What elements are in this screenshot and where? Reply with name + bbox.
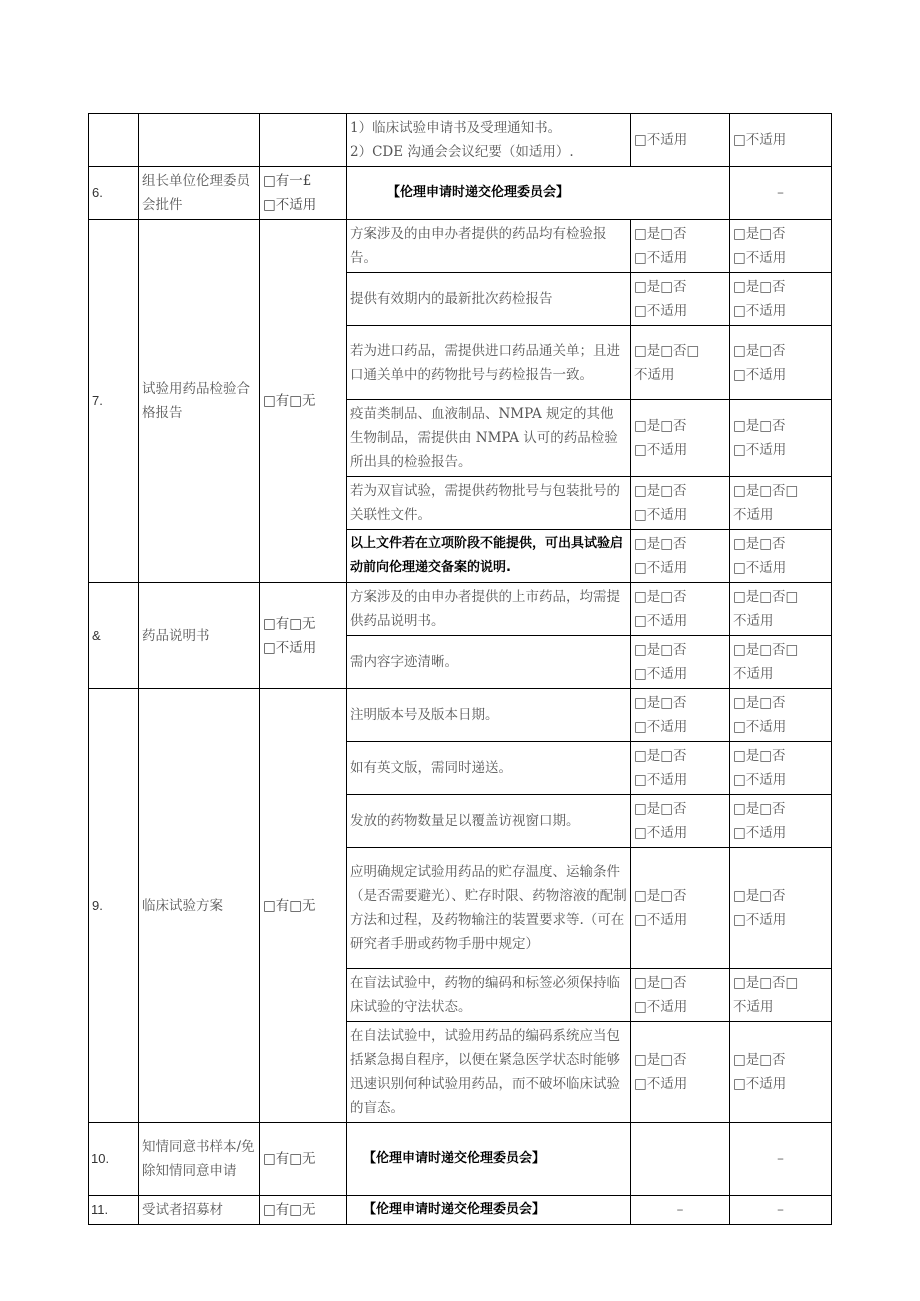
- table-row: [89, 114, 832, 167]
- check-cell[interactable]: □是□否 □不适用: [730, 400, 832, 477]
- requirement-text: 应明确规定试验用药品的贮存温度、运输条件（是否需要避光）、贮存时限、药物溶液的配制方法和过程，及药物输注的装置要求等.（可在研究者手册或药物手册中规定）: [347, 848, 631, 969]
- check-cell[interactable]: □是□否 □不适用: [730, 273, 832, 326]
- check-cell[interactable]: □是□否 □不适用: [730, 795, 832, 848]
- check-cell[interactable]: □是□否 □不适用: [631, 969, 730, 1022]
- not-applicable-dash: –: [730, 1196, 832, 1225]
- item-name: 临床试验方案: [139, 689, 260, 1123]
- check-cell[interactable]: □是□否 □不适用: [631, 636, 730, 689]
- not-applicable-dash: –: [631, 1196, 730, 1225]
- item-number: 9.: [89, 689, 139, 1123]
- submission-notice: 【伦理申请时递交伦理委员会】: [347, 1196, 631, 1225]
- item-name: 受试者招募材: [139, 1196, 260, 1225]
- not-applicable-dash: –: [730, 167, 832, 220]
- table-row: [89, 1123, 832, 1196]
- requirement-text: 若为双盲试验，需提供药物批号与包装批号的关联性文件。: [347, 477, 631, 530]
- submission-notice: 【伦理申请时递交伦理委员会】: [347, 167, 730, 220]
- check-cell[interactable]: □是□否 □不适用: [631, 742, 730, 795]
- check-cell[interactable]: □是□否 □不适用: [631, 583, 730, 636]
- item-number: [89, 114, 139, 167]
- have-checkbox[interactable]: □有□无: [260, 1123, 347, 1196]
- table-row: [89, 583, 832, 636]
- requirement-text: 若为进口药品，需提供进口药品通关单；且进口通关单中的药物批号与药检报告一致。: [347, 326, 631, 400]
- check-cell[interactable]: □是□否□ 不适用: [730, 583, 832, 636]
- item-name: 试验用药品检验合格报告: [139, 220, 260, 583]
- check-cell[interactable]: □是□否□ 不适用: [730, 477, 832, 530]
- item-number: &: [89, 583, 139, 689]
- requirement-text: 提供有效期内的最新批次药检报告: [347, 273, 631, 326]
- item-number: 11.: [89, 1196, 139, 1225]
- check-cell[interactable]: □是□否 □不适用: [631, 220, 730, 273]
- check-cell: [631, 1123, 730, 1196]
- document-checklist-table: [88, 113, 832, 1225]
- table-row: [89, 167, 832, 220]
- requirement-text: 在自法试验中，试验用药品的编码系统应当包括紧急揭自程序，以便在紧急医学状态时能够迅速识别何种试验用药品，而不破坏临床试验的盲态。: [347, 1022, 631, 1123]
- item-number: 10.: [89, 1123, 139, 1196]
- check-cell[interactable]: □是□否□ 不适用: [730, 969, 832, 1022]
- requirement-text: 方案涉及的由申办者提供的上市药品，均需提供药品说明书。: [347, 583, 631, 636]
- table-row: [89, 689, 832, 742]
- not-applicable-dash: –: [730, 1123, 832, 1196]
- check-cell[interactable]: □是□否□ 不适用: [730, 636, 832, 689]
- requirement-line: 1）临床试验申请书及受理通知书。: [350, 120, 562, 136]
- item-name: 知情同意书样本/免除知情同意申请: [139, 1123, 260, 1196]
- check-cell[interactable]: □是□否 □不适用: [631, 400, 730, 477]
- check-cell[interactable]: □是□否 □不适用: [730, 1022, 832, 1123]
- check-cell[interactable]: □是□否 □不适用: [631, 477, 730, 530]
- table-row: [89, 1196, 832, 1225]
- item-name: [139, 114, 260, 167]
- check-cell[interactable]: □是□否 □不适用: [631, 1022, 730, 1123]
- check-cell[interactable]: □是□否 □不适用: [631, 689, 730, 742]
- submission-notice: 【伦理申请时递交伦理委员会】: [347, 1123, 631, 1196]
- requirement-line: 2）CDE 沟通会会议纪要（如适用）.: [350, 144, 574, 160]
- check-cell[interactable]: □不适用: [730, 114, 832, 167]
- have-checkbox[interactable]: □有一£ □不适用: [260, 167, 347, 220]
- check-cell[interactable]: □是□否 □不适用: [730, 326, 832, 400]
- check-cell[interactable]: □是□否 □不适用: [730, 530, 832, 583]
- requirement-text: 需内容字迹清晰。: [347, 636, 631, 689]
- item-number: 6.: [89, 167, 139, 220]
- requirement-text: 如有英文版，需同时递送。: [347, 742, 631, 795]
- item-name: 组长单位伦理委员会批件: [139, 167, 260, 220]
- item-number: 7.: [89, 220, 139, 583]
- requirement-text: 疫苗类制品、血液制品、NMPA 规定的其他生物制品，需提供由 NMPA 认可的药品检验所出具的检验报告。: [347, 400, 631, 477]
- check-cell[interactable]: □是□否 □不适用: [730, 742, 832, 795]
- requirement-text: 以上文件若在立项阶段不能提供，可出具试验启动前向伦理递交备案的说明.: [347, 530, 631, 583]
- have-checkbox[interactable]: □有□无: [260, 220, 347, 583]
- requirement-text: [347, 114, 631, 167]
- requirement-text: 注明版本号及版本日期。: [347, 689, 631, 742]
- table-row: [89, 220, 832, 273]
- check-cell[interactable]: □是□否 □不适用: [730, 220, 832, 273]
- requirement-text: 在盲法试验中，药物的编码和标签必须保持临床试验的守法状态。: [347, 969, 631, 1022]
- requirement-text: 发放的药物数量足以覆盖访视窗口期。: [347, 795, 631, 848]
- have-checkbox[interactable]: □有□无: [260, 689, 347, 1123]
- check-cell[interactable]: □是□否 □不适用: [631, 273, 730, 326]
- check-cell[interactable]: □是□否 □不适用: [631, 848, 730, 969]
- have-checkbox[interactable]: □有□无: [260, 1196, 347, 1225]
- check-cell[interactable]: □是□否 □不适用: [730, 689, 832, 742]
- check-cell[interactable]: □是□否 □不适用: [631, 530, 730, 583]
- check-cell[interactable]: □是□否 □不适用: [631, 795, 730, 848]
- item-name: 药品说明书: [139, 583, 260, 689]
- have-checkbox[interactable]: □有□无 □不适用: [260, 583, 347, 689]
- have-checkbox: [260, 114, 347, 167]
- check-cell[interactable]: □是□否 □不适用: [730, 848, 832, 969]
- check-cell[interactable]: □不适用: [631, 114, 730, 167]
- check-cell[interactable]: □是□否□ 不适用: [631, 326, 730, 400]
- requirement-text: 方案涉及的由申办者提供的药品均有检验报告。: [347, 220, 631, 273]
